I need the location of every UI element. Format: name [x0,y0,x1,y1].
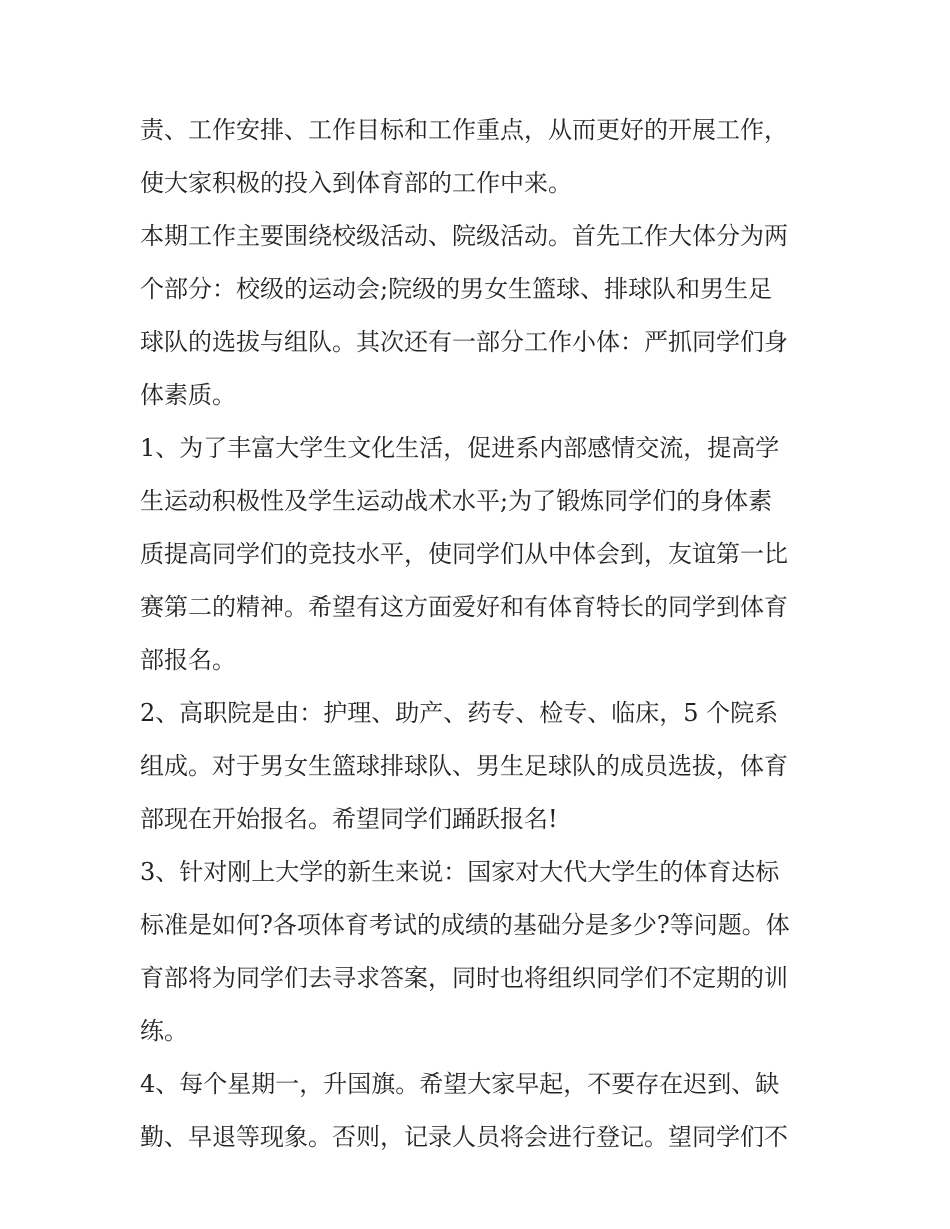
text-line: 部现在开始报名。希望同学们踊跃报名! [140,805,558,833]
text-line: 练。 [140,1017,188,1045]
text-line: 标准是如何?各项体育考试的成绩的基础分是多少?等问题。体 [140,911,790,939]
text-line: 组成。对于男女生篮球排球队、男生足球队的成员选拔，体育 [140,752,788,780]
text-line: 生运动积极性及学生运动战术水平;为了锻炼同学们的身体素 [140,487,773,515]
text-line: 4、每个星期一，升国旗。希望大家早起，不要存在迟到、缺 [140,1070,780,1098]
text-line: 育部将为同学们去寻求答案，同时也将组织同学们不定期的训 [140,964,788,992]
text-line: 质提高同学们的竞技水平，使同学们从中体会到，友谊第一比 [140,540,788,568]
document-body [140,104,820,1164]
text-line: 部报名。 [140,646,236,674]
text-line: 球队的选拔与组队。其次还有一部分工作小体：严抓同学们身 [140,328,788,356]
text-line: 个部分：校级的运动会;院级的男女生篮球、排球队和男生足 [140,275,773,303]
text-line: 2、高职院是由：护理、助产、药专、检专、临床，5 个院系 [140,699,779,727]
text-line: 3、针对刚上大学的新生来说：国家对大代大学生的体育达标 [140,858,780,886]
text-line: 本期工作主要围绕校级活动、院级活动。首先工作大体分为两 [140,222,788,250]
text-line: 体素质。 [140,381,236,409]
text-line: 责、工作安排、工作目标和工作重点，从而更好的开展工作， [140,116,788,144]
text-line: 使大家积极的投入到体育部的工作中来。 [140,169,572,197]
text-line: 勤、早退等现象。否则，记录人员将会进行登记。望同学们不 [140,1123,788,1151]
text-line: 1、为了丰富大学生文化生活，促进系内部感情交流，提高学 [140,434,780,462]
text-line: 赛第二的精神。希望有这方面爱好和有体育特长的同学到体育 [140,593,788,621]
